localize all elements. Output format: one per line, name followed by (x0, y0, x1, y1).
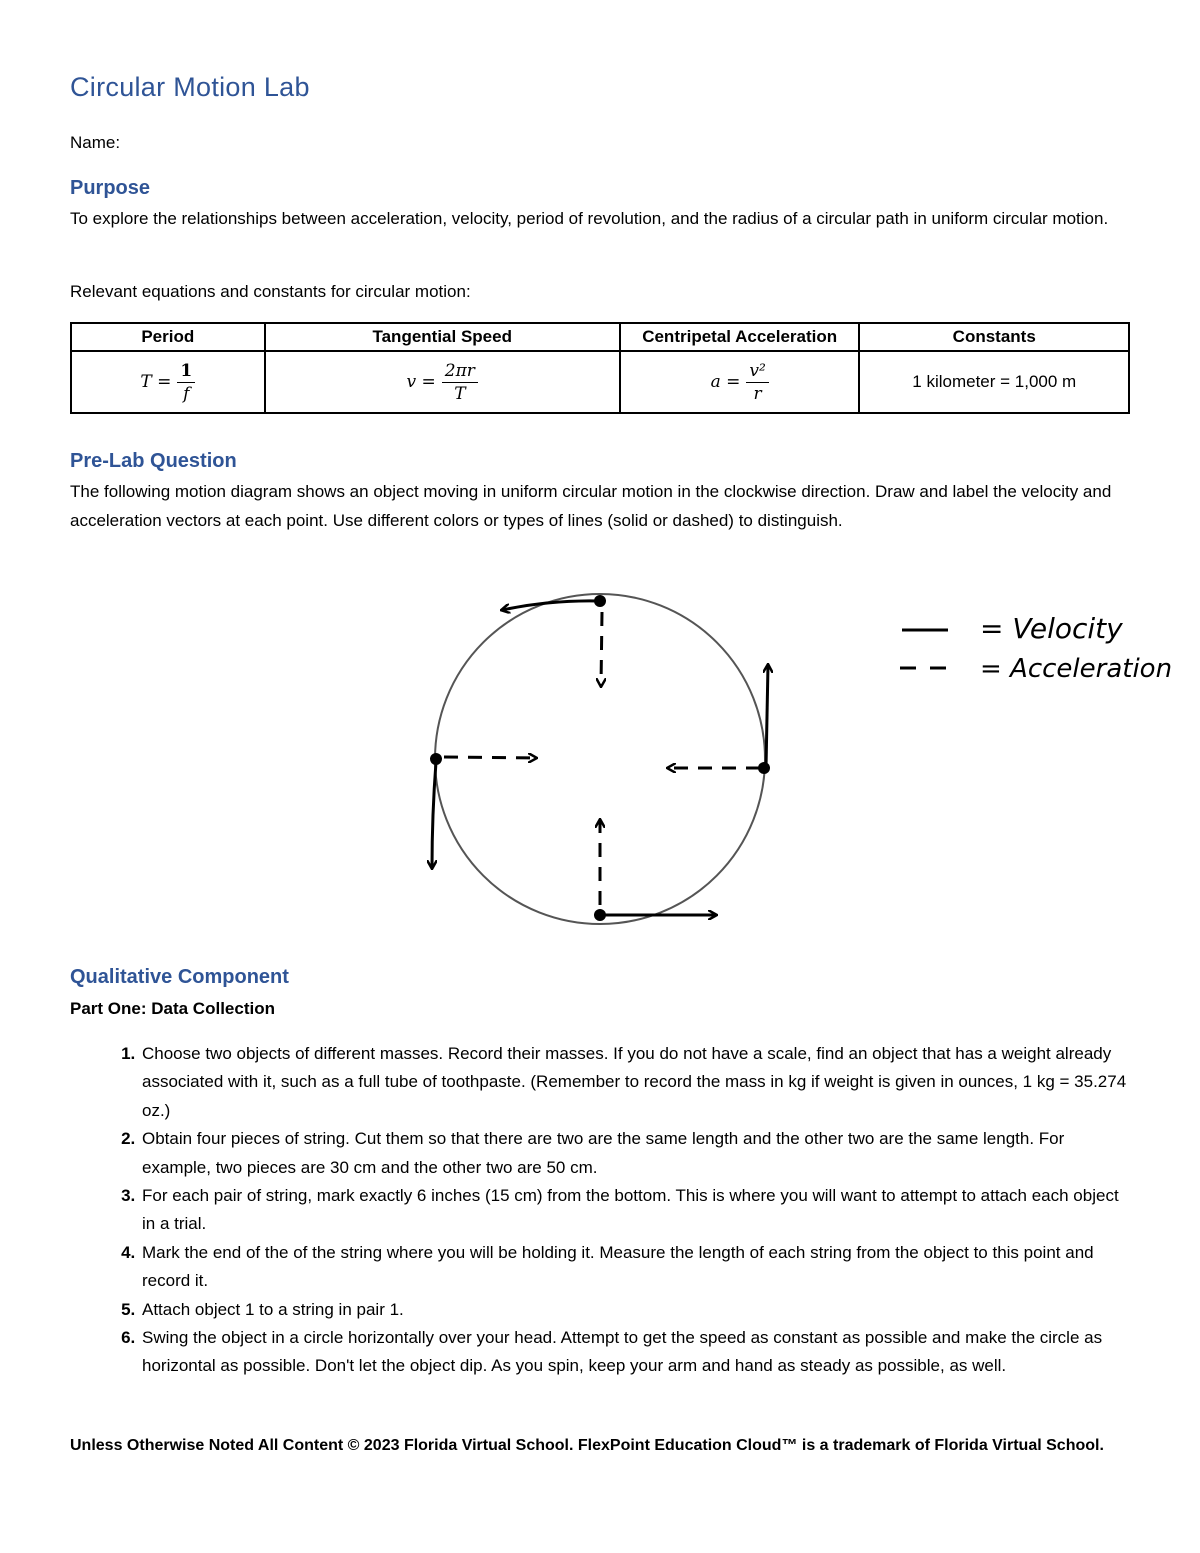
legend-acceleration-label: = Acceleration (980, 654, 1173, 684)
equations-intro: Relevant equations and constants for circular motion: (70, 282, 471, 301)
qualitative-heading: Qualitative Component (70, 966, 289, 988)
part-one-heading: Part One: Data Collection (70, 999, 275, 1018)
acceleration-vector-left (444, 757, 536, 758)
purpose-text: To explore the relationships between acceleration, velocity, period of revolution, and the radius of a circular path in uniform circular motion. (70, 209, 1109, 228)
legend-velocity-label: = Velocity (980, 612, 1123, 645)
velocity-vector-right (766, 665, 768, 768)
list-item: 4. Mark the end of the of the string where you will be holding it. Measure the length of each string from the object to this point and record it. (140, 1239, 1130, 1296)
period-equation: T = $\frac{1}{f}$ (71, 351, 265, 413)
list-item: 1. Choose two objects of different masses. Record their masses. If you do not have a scale, find an object that has a weight already associated with it, such as a full tube of toothpaste. (Remember to record the mass in kg if weight is given in ounces, 1 kg = 35.274 oz.) (140, 1040, 1130, 1125)
speed-equation: v = $\frac{2\pi r}{T}$ (265, 351, 620, 413)
header-period: Period (71, 323, 265, 351)
copyright-footer: Unless Otherwise Noted All Content © 2023 Florida Virtual School. FlexPoint Education Cloud™ is a trademark of Florida Virtual School. (70, 1437, 1104, 1454)
velocity-vector-top (502, 601, 598, 610)
data-collection-steps (70, 1040, 1130, 1381)
header-constants: Constants (859, 323, 1129, 351)
header-centripetal-acceleration: Centripetal Acceleration (620, 323, 860, 351)
constants-value: 1 kilometer = 1,000 m (859, 351, 1129, 413)
prelab-text: The following motion diagram shows an object moving in uniform circular motion in the clockwise direction. Draw and label the velocity and acceleration vectors at each point. Use different colors or types of lines (solid or dashed) to distinguish. (70, 482, 1112, 530)
prelab-heading: Pre-Lab Question (70, 450, 237, 472)
velocity-vector-left (432, 762, 436, 868)
acceleration-vector-top (601, 612, 602, 686)
page-title: Circular Motion Lab (70, 72, 310, 102)
name-label: Name: (70, 133, 121, 152)
acceleration-equation: a = $\frac{\text{v²}}{r}$ (620, 351, 860, 413)
list-item: 5. Attach object 1 to a string in pair 1. (140, 1296, 1130, 1324)
purpose-heading: Purpose (70, 177, 151, 199)
list-item: 3. For each pair of string, mark exactly 6 inches (15 cm) from the bottom. This is where you will want to attempt to attach each object in a trial. (140, 1182, 1130, 1239)
header-tangential-speed: Tangential Speed (265, 323, 620, 351)
list-item: 6. Swing the object in a circle horizontally over your head. Attempt to get the speed as constant as possible and make the circle as horizontal as possible. Don't let the object dip. As you spin, keep your arm and hand as steady as possible, as well. (140, 1324, 1130, 1381)
list-item: 2. Obtain four pieces of string. Cut them so that there are two are the same length and the other two are the same length. For example, two pieces are 30 cm and the other two are 50 cm. (140, 1125, 1130, 1182)
